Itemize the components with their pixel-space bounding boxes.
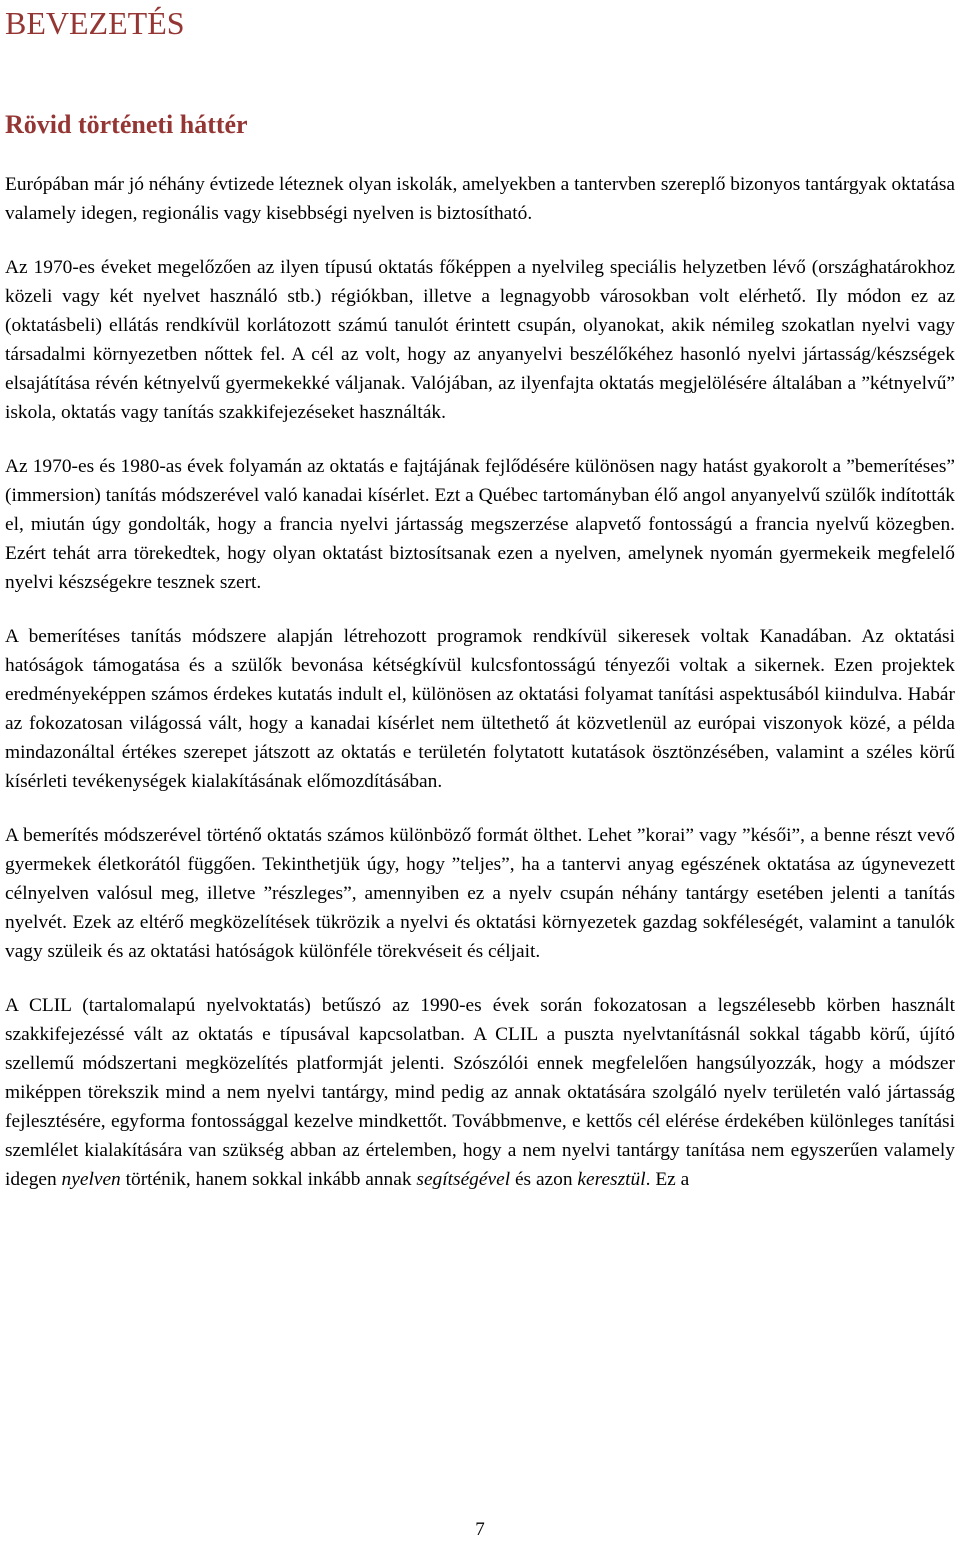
emphasis-segitsegevel: segítségével xyxy=(416,1169,511,1190)
paragraph-6-mid-2: és azon xyxy=(510,1169,578,1190)
paragraph-1: Európában már jó néhány évtizede léteznek olyan iskolák, amelyekben a tantervben szereplő bizonyos tantárgyak oktatása valamely idegen, regionális vagy kisebbségi nyelven is biztosítható. xyxy=(5,174,955,224)
emphasis-nyelven: nyelven xyxy=(61,1169,121,1190)
paragraph-6 xyxy=(5,991,955,1194)
section-title: Rövid történeti háttér xyxy=(5,110,248,139)
paragraph-5: A bemerítés módszerével történő oktatás számos különböző formát ölthet. Lehet ”korai” vagy ”késői”, a benne részt vevő gyermekek életkorától függően. Tekinthetjük úgy, hogy ”teljes”, ha a tantervi anyag egészének oktatása az úgynevezett célnyelven valósul meg, illetve ”részleges”, amennyiben ez a nyelv csupán néhány tantárgy esetében jelenti a tanítás nyelvét. Ezek az eltérő megközelítések tükrözik a nyelvi és oktatási környezetek gazdag sokféleségét, valamint a tanulók vagy szüleik és az oktatási hatóságok különféle törekvéseit és céljait. xyxy=(5,825,955,962)
paragraph-2: Az 1970-es éveket megelőzően az ilyen típusú oktatás főképpen a nyelvileg speciális helyzetben lévő (országhatárokhoz közeli vagy két nyelvet használó stb.) régiókban, illetve a legnagyobb városokban volt elérhető. Ily módon ez az (oktatásbeli) ellátás rendkívül korlátozott számú tanulót érintett csupán, olyanokat, akik némileg szokatlan nyelvi vagy társadalmi környezetben nőttek fel. A cél az volt, hogy az anyanyelvi beszélőkéhez hasonló nyelvi jártasság/készségek elsajátítása révén kétnyelvű gyermekekké váljanak. Valójában, az ilyenfajta oktatás megjelölésére általában a ”kétnyelvű” iskola, oktatás vagy tanítás szakkifejezéseket használták. xyxy=(5,257,955,423)
page-number: 7 xyxy=(475,1519,485,1540)
paragraph-6-start: A CLIL (tartalomalapú nyelvoktatás) betűszó az 1990-es évek során fokozatosan a legszélesebb körben használt szakkifejezéssé vált az oktatás e típusával kapcsolatban. A CLIL a puszta nyelvtanításnál sokkal tágabb körű, újító szellemű módszertani megközelítés platformját jelenti. Szószólói ennek megfelelően hangsúlyozzák, hogy a módszer miképpen törekszik mind a nem nyelvi tantárgy, mind pedig az annak oktatására szolgáló nyelv területén való jártasság fejlesztésére, egyforma fontossággal kezelve mindkettőt. Továbbmenve, e kettős cél elérése érdekében különleges tanítási szemlélet kialakítására van szükség abban az értelemben, hogy a nem nyelvi tantárgy tanítása nem egyszerűen valamely idegen xyxy=(5,995,955,1190)
paragraph-3: Az 1970-es és 1980-as évek folyamán az oktatás e fajtájának fejlődésére különösen nagy hatást gyakorolt a ”bemerítéses” (immersion) tanítás módszerével való kanadai kísérlet. Ezt a Québec tartományban élő angol anyanyelvű szülők indították el, miután úgy gondolták, hogy a francia nyelvi jártasság megszerzése alapvető fontosságú a francia nyelvű közegben. Ezért tehát arra törekedtek, hogy olyan oktatást biztosítsanak ezen a nyelven, amelynek nyomán gyermekeik megfelelő nyelvi készségekre tesznek szert. xyxy=(5,456,955,593)
paragraph-6-end: . Ez a xyxy=(645,1169,690,1190)
paragraph-4: A bemerítéses tanítás módszere alapján létrehozott programok rendkívül sikeresek voltak Kanadában. Az oktatási hatóságok támogatása és a szülők bevonása kétségkívül kulcsfontosságú tényezői voltak a sikernek. Ezen projektek eredményeképpen számos érdekes kutatás indult el, különösen az oktatási folyamat tanítási aspektusából kiindulva. Habár az fokozatosan világossá vált, hogy a kanadai kísérlet nem ültethető át közvetlenül az európai viszonyok közé, a példa mindazonáltal értékes szerepet játszott az oktatás e területén folytatott kutatások ösztönzésében, valamint a széles körű kísérleti tevékenységek kialakításának előmozdításában. xyxy=(5,626,955,792)
emphasis-keresztul: keresztül xyxy=(577,1169,646,1190)
chapter-title: BEVEZETÉS xyxy=(5,5,185,41)
paragraph-6-mid-1: történik, hanem sokkal inkább annak xyxy=(120,1169,417,1190)
body-text xyxy=(5,170,955,1194)
